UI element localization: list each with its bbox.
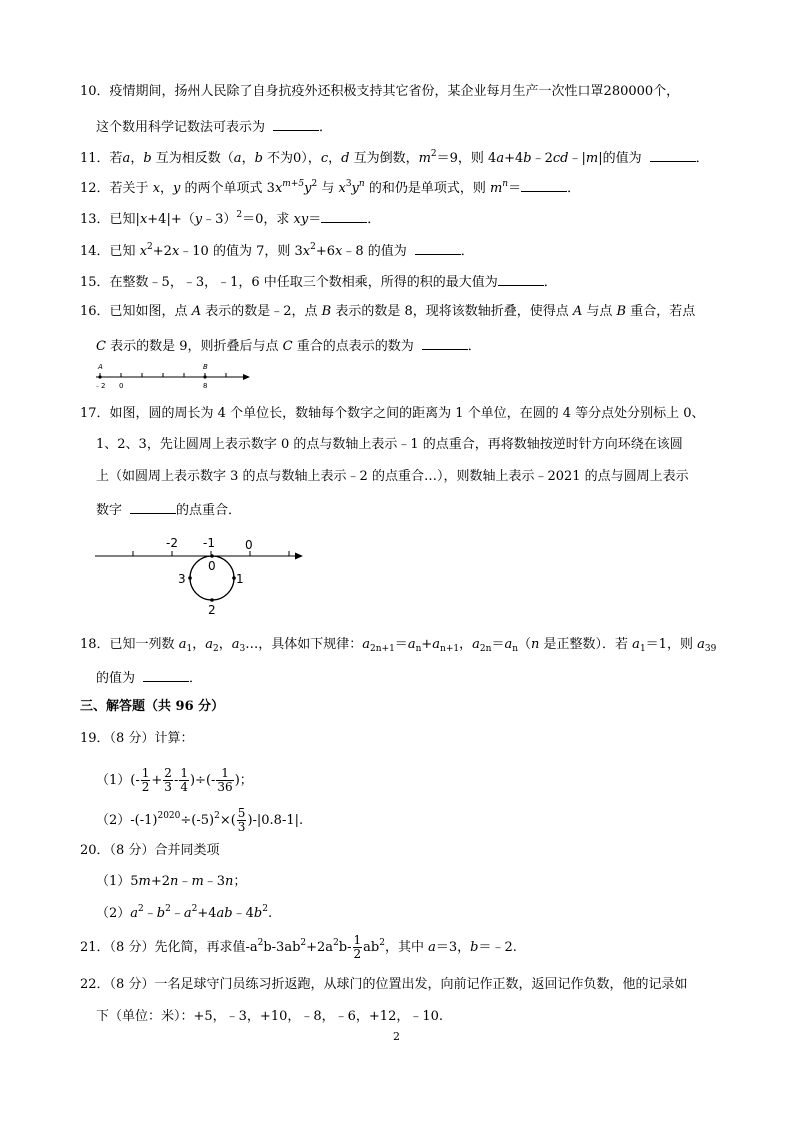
q20-text: ﹣3 bbox=[203, 874, 226, 889]
q17-arrowhead bbox=[295, 553, 303, 560]
q16-line2: C 表示的数是 9，则折叠后与点 C 重合的点表示的数为 ． bbox=[96, 335, 481, 356]
q21-exp: 2 bbox=[379, 938, 385, 948]
q20-heading: 20．（8 分）合并同类项 bbox=[80, 843, 220, 858]
q11-sep: ， bbox=[130, 151, 144, 166]
q18-var: a bbox=[407, 637, 416, 652]
q17-circle-label-2: 2 bbox=[208, 603, 216, 617]
q11-var: a bbox=[122, 151, 131, 166]
q21-expr: b- bbox=[338, 940, 352, 955]
q21-exp: 2 bbox=[257, 938, 264, 948]
q20-text: . bbox=[267, 906, 273, 921]
q18-sub: 3 bbox=[239, 644, 246, 654]
q11-text: 互为相反数（ bbox=[151, 151, 234, 166]
q19-fraction: $\frac{2}{3}$ bbox=[164, 766, 172, 794]
q21-text: ＝﹣2. bbox=[478, 940, 517, 955]
q11-var: d bbox=[341, 151, 350, 166]
q16-label-a: A bbox=[98, 363, 103, 371]
q12-text: ＝ bbox=[508, 181, 522, 196]
page-number: 2 bbox=[393, 1030, 400, 1043]
q12-var: y bbox=[351, 181, 359, 196]
q21-expr: b-3ab bbox=[263, 940, 301, 955]
q11-text: |的值为 bbox=[598, 151, 642, 166]
q13-text: ＝ bbox=[308, 212, 322, 227]
q18-sep: ， bbox=[218, 637, 232, 652]
q17-circle-point-0 bbox=[210, 554, 214, 558]
q11-var: m bbox=[585, 151, 599, 166]
q13-var: x bbox=[139, 212, 148, 227]
q15-line: 15．在整数﹣5，﹣3，﹣1，6 中任取三个数相乘，所得的积的最大值为 ． bbox=[80, 271, 557, 292]
q17-circle-point-3 bbox=[188, 576, 192, 580]
q12-exp: 2 bbox=[311, 179, 318, 189]
q19-part1: （1）(- $\frac{1}{2}$ + $\frac{2}{3}$ - $\frac{1}{4}$ )÷(- $\frac{1}{36}$ )； bbox=[96, 766, 253, 794]
q21-text: ＝3， bbox=[435, 940, 471, 955]
q16-number-line-figure bbox=[90, 360, 255, 392]
q14-text: +2 bbox=[152, 244, 172, 259]
q12-line: 12．若关于 x，y 的两个单项式 $3x^{m+5}y^2$ 与 $x^3y^n$ 的和仍是单项式，则 $m^n=$ ． bbox=[80, 179, 581, 196]
q18-sub: n bbox=[512, 644, 519, 654]
q11-text: 不为0）， bbox=[262, 151, 321, 166]
q19-expr: ÷(-5) bbox=[180, 813, 215, 828]
q16-text: 表示的数是﹣2，点 bbox=[201, 304, 322, 319]
q21-line bbox=[80, 933, 517, 963]
q17-circle-label-3: 3 bbox=[178, 572, 186, 586]
q20-var: ab bbox=[216, 906, 233, 921]
q11-line: 11．若a，b 互为相反数（a，b 不为0），c，d 互为倒数，$m^2=9$，则 4a+4b﹣2cd﹣|m|的值为 ． bbox=[80, 149, 709, 166]
q21-var: a bbox=[428, 940, 436, 955]
q13-var: y bbox=[194, 212, 203, 227]
q18-text: 是正整数）．若 bbox=[539, 637, 633, 652]
q11-var: b bbox=[523, 151, 532, 166]
q11-text: ﹣2 bbox=[531, 151, 553, 166]
q18-text: 18．已知一列数 bbox=[80, 637, 179, 652]
q17-tick-label-0: 0 bbox=[245, 538, 253, 552]
q16-label-b: B bbox=[203, 363, 208, 371]
q16-arrowhead bbox=[243, 374, 250, 380]
q17-circle-label-0: 0 bbox=[208, 559, 216, 573]
q12-text: 的和仍是单项式，则 bbox=[364, 181, 490, 196]
answer-blank-18[interactable] bbox=[143, 667, 189, 682]
q18-var: a bbox=[231, 637, 240, 652]
q16-point-b bbox=[203, 375, 206, 378]
q18-sub: 2 bbox=[212, 644, 219, 654]
q11-var: b bbox=[254, 151, 263, 166]
q15-text: 15．在整数﹣5，﹣3，﹣1，6 中任取三个数相乘，所得的积的最大值为 bbox=[80, 275, 498, 290]
q19-fraction: $\frac{1}{36}$ bbox=[217, 766, 233, 794]
q11-sep: ， bbox=[328, 151, 342, 166]
q17-text: 的点重合． bbox=[176, 503, 242, 518]
q13-text: +4|+（ bbox=[147, 212, 195, 227]
q12-exp: 3 bbox=[345, 179, 352, 189]
q21-exp: 2 bbox=[300, 938, 307, 948]
q16-text: 表示的数是 8，现将该数轴折叠，使得点 bbox=[331, 304, 573, 319]
q14-var: x bbox=[302, 244, 311, 259]
q20-exp: 2 bbox=[138, 904, 144, 914]
q20-part2 bbox=[96, 905, 272, 923]
q16-var: A bbox=[572, 304, 583, 319]
q18-var: a bbox=[178, 637, 187, 652]
q14-exp: 2 bbox=[310, 242, 316, 252]
q12-var: y bbox=[173, 181, 181, 196]
q17-circle-label-1: 1 bbox=[236, 572, 244, 586]
q14-text: +6 bbox=[315, 244, 336, 259]
q22-line2: 下（单位：米）：+5，﹣3，+10，﹣8，﹣6，+12，﹣10. bbox=[96, 1009, 444, 1024]
q18-sub: 2n+1 bbox=[370, 644, 395, 654]
q13-line: 13．已知|x+4|+（y﹣3）$^2$＝0，求 xy＝ ． bbox=[80, 210, 381, 227]
q16-tick-label-8: 8 bbox=[203, 382, 208, 390]
q20-exp: 2 bbox=[262, 904, 268, 914]
q11-var: a bbox=[233, 151, 242, 166]
q18-text: ＝ bbox=[491, 637, 505, 652]
q18-text: ＝1，则 bbox=[645, 637, 698, 652]
q21-exp: 2 bbox=[333, 938, 339, 948]
q18-var: a bbox=[697, 637, 705, 652]
q14-pre: 14．已知 bbox=[80, 244, 140, 259]
q18-text: 的值为 bbox=[96, 671, 136, 686]
q16-var: B bbox=[321, 304, 332, 319]
q16-var: A bbox=[191, 304, 202, 319]
q16-text: 16．已知如图，点 bbox=[80, 304, 192, 319]
q12-sep: ， bbox=[160, 181, 174, 196]
section-heading: 三、解答题（共 96 分） bbox=[80, 699, 225, 714]
q12-var: m bbox=[489, 181, 503, 196]
q12-var: x bbox=[152, 181, 161, 196]
q14-var: x bbox=[171, 244, 180, 259]
q16-line1 bbox=[80, 303, 695, 321]
q14-line: 14．已知 $x^2+2x﹣10$ 的值为 7，则 $3x^2+6x﹣8$ 的值为 ． bbox=[80, 242, 474, 259]
q21-expr: +2a bbox=[306, 940, 334, 955]
q20-var: b bbox=[253, 906, 263, 921]
q19-expr: )-|0.8-1|. bbox=[247, 813, 304, 828]
q19-fraction: $\frac{5}{3}$ bbox=[237, 806, 246, 834]
q18-sub: 2n bbox=[479, 644, 492, 654]
q11-text: ﹣| bbox=[568, 151, 586, 166]
q16-point-a bbox=[98, 375, 101, 378]
answer-blank-10[interactable] bbox=[273, 116, 319, 131]
q18-line1 bbox=[80, 636, 716, 654]
q11-pre: 11．若 bbox=[80, 151, 123, 166]
q18-var: a bbox=[632, 637, 640, 652]
q16-text: 与点 bbox=[582, 304, 617, 319]
q18-text: …，具体如下规律： bbox=[245, 637, 363, 652]
q22-line1: 22．（8 分）一名足球守门员练习折返跑，从球门的位置出发，向前记作正数，返回记作负数，他的记录如 bbox=[80, 977, 688, 992]
q18-sub: 39 bbox=[704, 644, 717, 654]
q11-sep: ， bbox=[241, 151, 255, 166]
q18-var: a bbox=[504, 637, 513, 652]
q16-text: 表示的数是 9，则折叠后与点 bbox=[105, 339, 283, 354]
q18-sep: ， bbox=[459, 637, 473, 652]
q20-var: n bbox=[170, 874, 179, 889]
q17-line1: 17．如图，圆的周长为 4 个单位长，数轴每个数字之间的距离为 1 个单位，在圆的 4 等分点处分别标上 0、 bbox=[80, 406, 705, 421]
q17-circle-point-2 bbox=[210, 598, 214, 602]
q19-part2 bbox=[96, 806, 303, 836]
q13-exp: 2 bbox=[236, 210, 243, 220]
answer-blank-14[interactable] bbox=[415, 240, 461, 255]
q18-sub: n+1 bbox=[440, 644, 460, 654]
q19-exp: 2 bbox=[214, 811, 220, 821]
q20-text: ； bbox=[233, 874, 247, 889]
q12-exp: m+5 bbox=[282, 179, 305, 189]
q12-var: y bbox=[304, 181, 312, 196]
q20-text: ﹣ bbox=[178, 874, 192, 889]
q18-sub: n bbox=[415, 644, 422, 654]
q18-text: ＝ bbox=[394, 637, 408, 652]
q17-circle-number-line-figure bbox=[90, 532, 310, 622]
q13-text: ﹣3） bbox=[202, 212, 237, 227]
q16-var: C bbox=[282, 339, 293, 354]
q12-text: 的两个单项式 3 bbox=[180, 181, 275, 196]
q20-text: +4 bbox=[197, 906, 217, 921]
q21-expr: -a bbox=[245, 940, 258, 955]
q16-text: 重合，若点 bbox=[626, 304, 696, 319]
answer-blank-15[interactable] bbox=[498, 271, 544, 286]
q14-var: x bbox=[335, 244, 343, 259]
q21-var: b bbox=[470, 940, 479, 955]
q18-line2: 的值为 ． bbox=[96, 667, 202, 688]
q20-part1 bbox=[96, 873, 246, 891]
q10-line1: 10．疫情期间，扬州人民除了自身抗疫外还积极支持其它省份，某企业每月生产一次性口罩280000个， bbox=[80, 84, 680, 99]
q12-var: x bbox=[338, 181, 346, 196]
q11-text: ＝9，则 4 bbox=[436, 151, 497, 166]
q17-tick-label-neg1: -1 bbox=[203, 536, 215, 550]
q20-text: （1）5 bbox=[96, 874, 139, 889]
q11-var: cd bbox=[552, 151, 569, 166]
q16-ticks bbox=[100, 373, 226, 377]
q16-var: C bbox=[96, 339, 106, 354]
q20-exp: 2 bbox=[191, 904, 198, 914]
q12-pre: 12．若关于 bbox=[80, 181, 153, 196]
q19-fraction: $\frac{1}{4}$ bbox=[180, 766, 188, 794]
answer-blank-16[interactable] bbox=[422, 335, 468, 350]
q18-text: （ bbox=[518, 637, 532, 652]
q20-text: ﹣ bbox=[170, 906, 184, 921]
q20-var: b bbox=[156, 906, 166, 921]
q11-text: 互为倒数， bbox=[349, 151, 419, 166]
q14-var: x bbox=[139, 244, 148, 259]
q13-pre: 13．已知| bbox=[80, 212, 140, 227]
q19-heading: 19．（8 分）计算： bbox=[80, 731, 194, 746]
q19-expr: ×( bbox=[219, 813, 236, 828]
q18-var: a bbox=[432, 637, 441, 652]
q17-line2: 1、2、3，先让圆周上表示数字 0 的点与数轴上表示﹣1 的点重合，再将数轴按逆时针方向环绕在该圆 bbox=[96, 437, 683, 452]
q10-line2: 这个数用科学记数法可表示为 ． bbox=[96, 116, 332, 137]
q14-text: ﹣8 的值为 bbox=[342, 244, 407, 259]
answer-blank-13[interactable] bbox=[321, 208, 367, 223]
q20-text: +2 bbox=[150, 874, 171, 889]
q18-var: a bbox=[362, 637, 370, 652]
q11-exp: 2 bbox=[430, 149, 437, 159]
q18-sub: 1 bbox=[639, 644, 646, 654]
q20-var: n bbox=[225, 874, 234, 889]
q18-var: a bbox=[472, 637, 480, 652]
q20-var: a bbox=[130, 906, 139, 921]
q20-text: ﹣ bbox=[143, 906, 157, 921]
q21-text: ，其中 bbox=[384, 940, 429, 955]
q14-text: ﹣10 的值为 7，则 3 bbox=[179, 244, 303, 259]
q11-var: m bbox=[418, 151, 431, 166]
q17-line3: 上（如圆周上表示数字 3 的点与数轴上表示﹣2 的点重合…），则数轴上表示﹣2021 的点与圆周上表示 bbox=[96, 469, 689, 484]
q16-tick-label-0: 0 bbox=[119, 382, 124, 390]
q20-exp: 2 bbox=[165, 904, 171, 914]
q21-text: 21．（8 分）先化简，再求值 bbox=[80, 940, 246, 955]
q20-text: ﹣4 bbox=[232, 906, 254, 921]
answer-blank-11[interactable] bbox=[650, 147, 696, 162]
q16-var: B bbox=[616, 304, 627, 319]
q12-var: x bbox=[274, 181, 283, 196]
q17-tick-label-neg2: -2 bbox=[166, 536, 178, 550]
q17-line4 bbox=[96, 499, 241, 520]
q11-text: +4 bbox=[504, 151, 524, 166]
q21-expr: ab bbox=[363, 940, 380, 955]
q19-part-label: （2） bbox=[96, 813, 131, 828]
q20-text: （2） bbox=[96, 906, 131, 921]
q17-text: 数字 bbox=[96, 503, 123, 518]
q12-text: 与 bbox=[317, 181, 339, 196]
q16-text: 重合的点表示的数为 bbox=[292, 339, 414, 354]
q16-tick-label-neg2: ﹣2 bbox=[94, 382, 106, 390]
q11-var: b bbox=[143, 151, 152, 166]
q19-expr: -(-1) bbox=[130, 813, 158, 828]
q11-var: c bbox=[320, 151, 329, 166]
answer-blank-12[interactable] bbox=[521, 177, 567, 192]
q19-fraction: $\frac{1}{2}$ bbox=[141, 766, 150, 794]
q20-var: a bbox=[183, 906, 192, 921]
q18-var: n bbox=[531, 637, 540, 652]
q21-fraction: $\frac{1}{2}$ bbox=[353, 933, 362, 961]
q19-part-label: （1） bbox=[96, 773, 131, 788]
q20-var: m bbox=[138, 874, 151, 889]
q20-var: m bbox=[191, 874, 204, 889]
q18-var: a bbox=[205, 637, 213, 652]
q18-sub: 1 bbox=[186, 644, 193, 654]
q18-text: + bbox=[421, 637, 433, 652]
q10-text: 这个数用科学记数法可表示为 bbox=[96, 120, 266, 135]
q12-exp: n bbox=[502, 179, 509, 189]
q13-text: ＝0，求 bbox=[242, 212, 294, 227]
q13-var: xy bbox=[293, 212, 309, 227]
q11-var: a bbox=[496, 151, 505, 166]
answer-blank-17[interactable] bbox=[130, 499, 176, 514]
q12-exp: n bbox=[358, 179, 365, 189]
q18-sep: ， bbox=[192, 637, 206, 652]
q14-exp: 2 bbox=[147, 242, 153, 252]
q19-exp: 2020 bbox=[157, 811, 181, 821]
